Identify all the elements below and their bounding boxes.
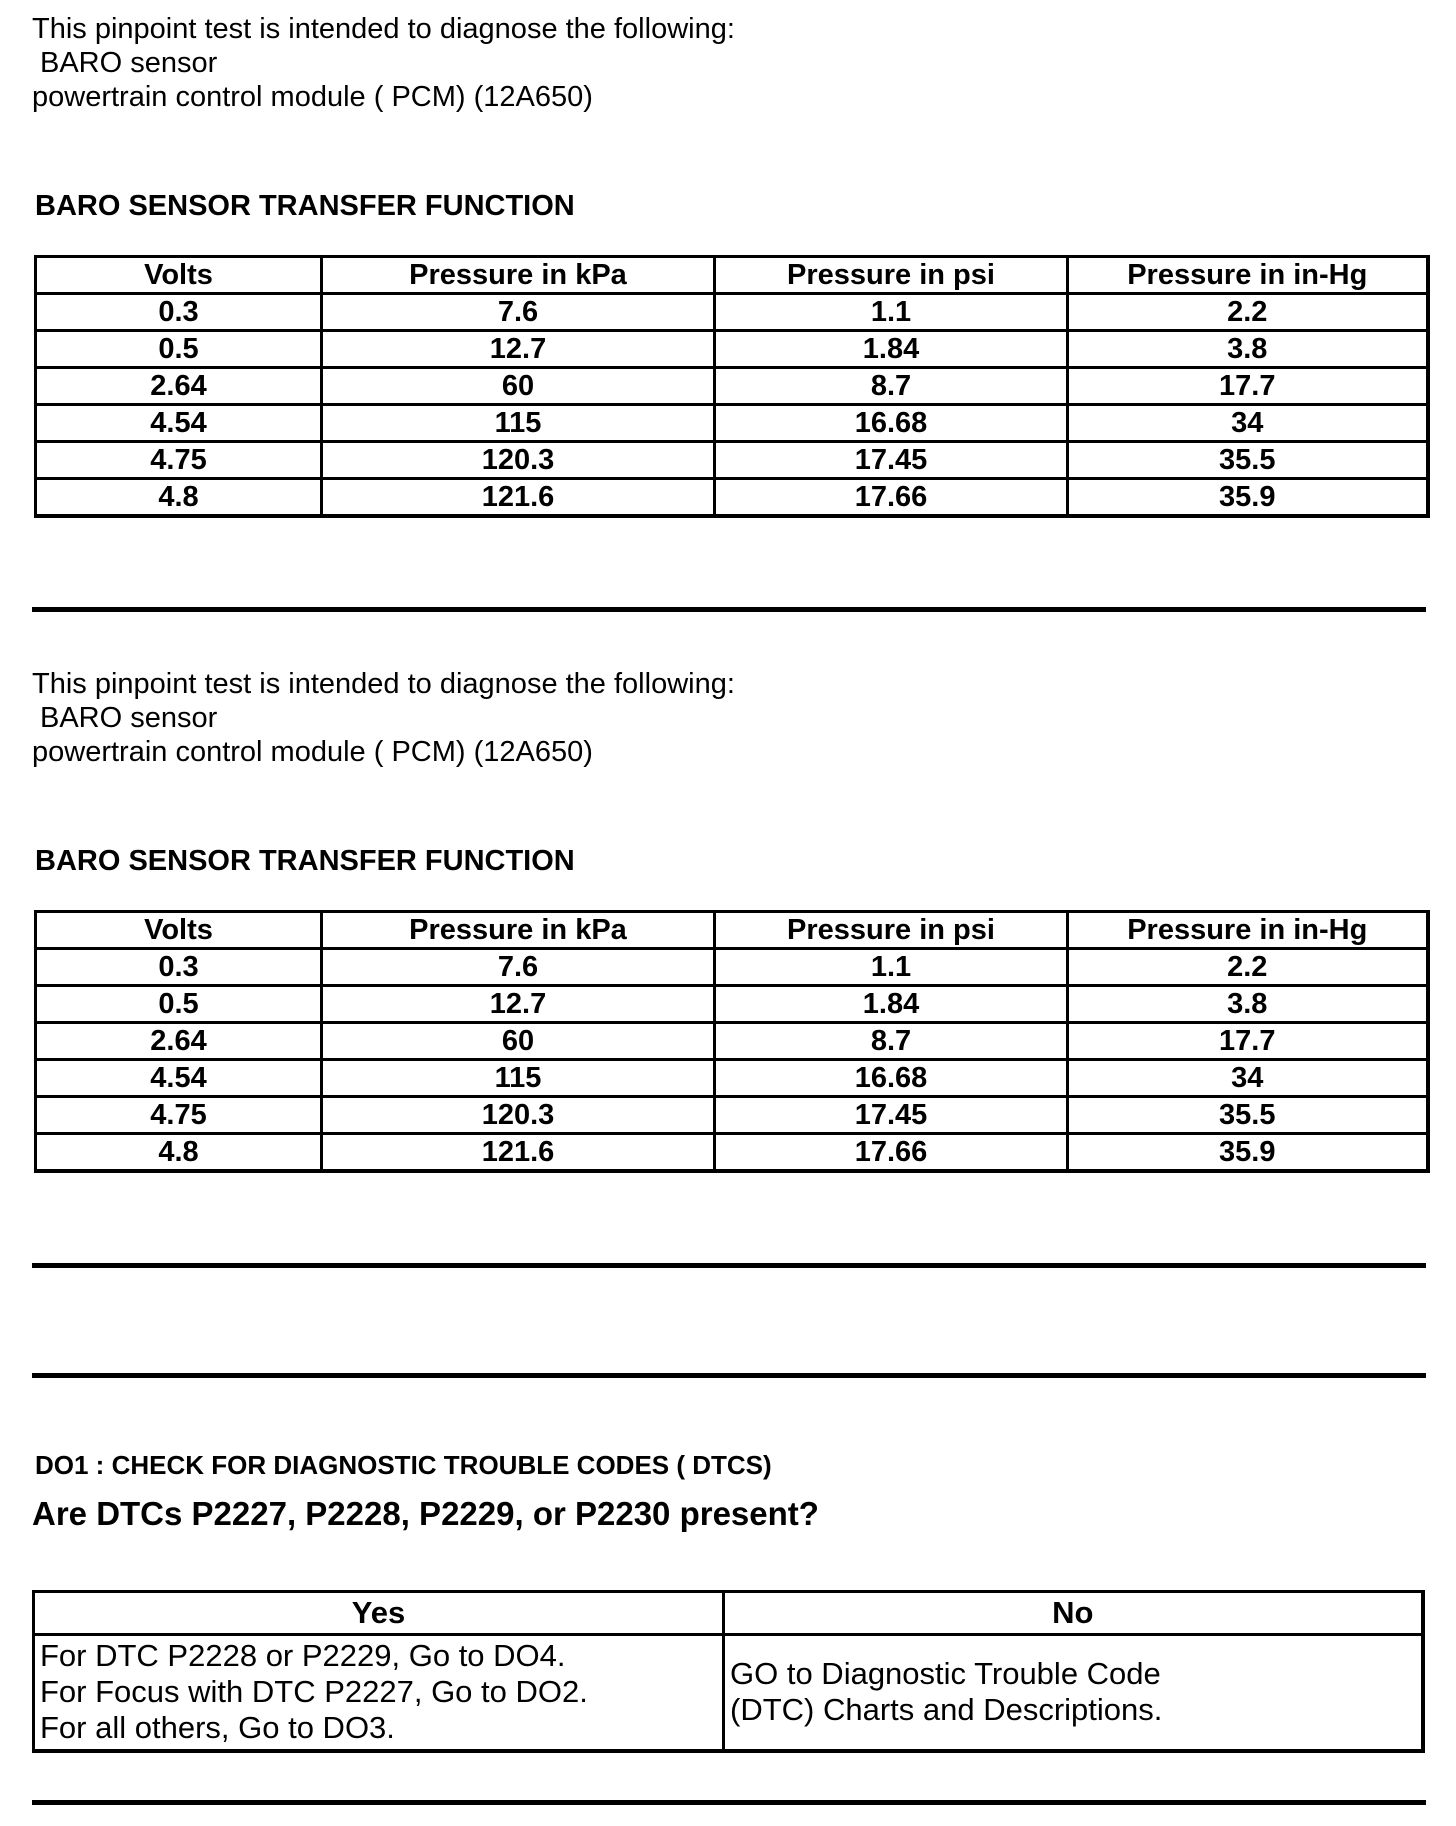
table-cell: 35.5 bbox=[1068, 442, 1428, 479]
table-cell: 0.5 bbox=[36, 331, 322, 368]
intro-line: powertrain control module ( PCM) (12A650) bbox=[32, 81, 593, 113]
divider-rule bbox=[32, 1800, 1426, 1805]
table-header-row bbox=[34, 1592, 1423, 1635]
column-header: Volts bbox=[36, 912, 322, 949]
intro-line: This pinpoint test is intended to diagnose the following: bbox=[32, 668, 735, 700]
table-cell: 35.5 bbox=[1068, 1097, 1428, 1134]
table-title-1: BARO SENSOR TRANSFER FUNCTION bbox=[35, 190, 575, 222]
table-cell: 17.45 bbox=[715, 1097, 1068, 1134]
table-cell: 1.1 bbox=[715, 949, 1068, 986]
table-cell: 2.64 bbox=[36, 368, 322, 405]
table-header-row bbox=[36, 257, 1428, 294]
yes-line: For all others, Go to DO3. bbox=[40, 1710, 395, 1746]
baro-table-1 bbox=[34, 255, 1430, 518]
table-cell: 34 bbox=[1068, 1060, 1428, 1097]
step-title: DO1 : CHECK FOR DIAGNOSTIC TROUBLE CODES ( DTCS) bbox=[35, 1450, 772, 1480]
table-cell: 2.64 bbox=[36, 1023, 322, 1060]
no-header: No bbox=[724, 1592, 1423, 1635]
table-cell: 4.54 bbox=[36, 1060, 322, 1097]
table-cell: 17.7 bbox=[1068, 1023, 1428, 1060]
table-cell: 4.8 bbox=[36, 1134, 322, 1172]
yes-header: Yes bbox=[34, 1592, 724, 1635]
table-cell: 0.3 bbox=[36, 949, 322, 986]
table-cell: 17.7 bbox=[1068, 368, 1428, 405]
column-header: Pressure in in-Hg bbox=[1068, 257, 1428, 294]
column-header: Volts bbox=[36, 257, 322, 294]
table-cell: 4.8 bbox=[36, 479, 322, 517]
divider-rule bbox=[32, 1373, 1426, 1378]
intro-line: BARO sensor bbox=[40, 702, 218, 734]
intro-line: This pinpoint test is intended to diagnose the following: bbox=[32, 13, 735, 45]
table-cell: 12.7 bbox=[322, 331, 715, 368]
table-cell: 2.2 bbox=[1068, 294, 1428, 331]
intro-block-1 bbox=[32, 12, 735, 114]
column-header: Pressure in psi bbox=[715, 912, 1068, 949]
yes-no-table bbox=[32, 1590, 1425, 1753]
table-cell: 8.7 bbox=[715, 368, 1068, 405]
table-row bbox=[36, 1097, 1428, 1134]
table-cell: 120.3 bbox=[322, 1097, 715, 1134]
table-cell: 60 bbox=[322, 368, 715, 405]
table-row bbox=[36, 949, 1428, 986]
table-cell: 35.9 bbox=[1068, 1134, 1428, 1172]
table-cell: 115 bbox=[322, 405, 715, 442]
table-cell: 1.84 bbox=[715, 986, 1068, 1023]
table-cell: 121.6 bbox=[322, 1134, 715, 1172]
table-cell: 12.7 bbox=[322, 986, 715, 1023]
table-cell: 120.3 bbox=[322, 442, 715, 479]
intro-line: powertrain control module ( PCM) (12A650) bbox=[32, 736, 593, 768]
no-line: GO to Diagnostic Trouble Code bbox=[730, 1656, 1161, 1692]
baro-table-2 bbox=[34, 910, 1430, 1173]
table-cell: 0.3 bbox=[36, 294, 322, 331]
table-cell: 34 bbox=[1068, 405, 1428, 442]
yes-cell bbox=[34, 1635, 724, 1751]
step-question: Are DTCs P2227, P2228, P2229, or P2230 present? bbox=[32, 1495, 819, 1532]
table-row bbox=[36, 331, 1428, 368]
table-cell: 7.6 bbox=[322, 294, 715, 331]
table-cell: 3.8 bbox=[1068, 986, 1428, 1023]
table-cell: 17.45 bbox=[715, 442, 1068, 479]
table-cell: 8.7 bbox=[715, 1023, 1068, 1060]
table-cell: 16.68 bbox=[715, 405, 1068, 442]
table-cell: 2.2 bbox=[1068, 949, 1428, 986]
intro-line: BARO sensor bbox=[40, 47, 218, 79]
table-cell: 1.84 bbox=[715, 331, 1068, 368]
table-cell: 17.66 bbox=[715, 479, 1068, 517]
table-row bbox=[36, 1023, 1428, 1060]
table-cell: 4.75 bbox=[36, 442, 322, 479]
table-cell: 1.1 bbox=[715, 294, 1068, 331]
table-cell: 3.8 bbox=[1068, 331, 1428, 368]
table-cell: 4.54 bbox=[36, 405, 322, 442]
table-cell: 4.75 bbox=[36, 1097, 322, 1134]
table-row bbox=[36, 405, 1428, 442]
table-row bbox=[36, 479, 1428, 517]
column-header: Pressure in kPa bbox=[322, 257, 715, 294]
table-cell: 17.66 bbox=[715, 1134, 1068, 1172]
table-row bbox=[36, 294, 1428, 331]
divider-rule bbox=[32, 1263, 1426, 1268]
table-cell: 7.6 bbox=[322, 949, 715, 986]
table-cell: 115 bbox=[322, 1060, 715, 1097]
no-cell bbox=[724, 1635, 1423, 1751]
table-row bbox=[34, 1635, 1423, 1751]
table-cell: 121.6 bbox=[322, 479, 715, 517]
yes-line: For Focus with DTC P2227, Go to DO2. bbox=[40, 1674, 588, 1710]
table-row bbox=[36, 442, 1428, 479]
table-header-row bbox=[36, 912, 1428, 949]
table-cell: 35.9 bbox=[1068, 479, 1428, 517]
table-row bbox=[36, 1134, 1428, 1172]
table-title-2: BARO SENSOR TRANSFER FUNCTION bbox=[35, 845, 575, 877]
table-row bbox=[36, 368, 1428, 405]
table-cell: 60 bbox=[322, 1023, 715, 1060]
table-cell: 16.68 bbox=[715, 1060, 1068, 1097]
column-header: Pressure in psi bbox=[715, 257, 1068, 294]
intro-block-2 bbox=[32, 667, 735, 769]
table-cell: 0.5 bbox=[36, 986, 322, 1023]
table-row bbox=[36, 986, 1428, 1023]
column-header: Pressure in kPa bbox=[322, 912, 715, 949]
table-row bbox=[36, 1060, 1428, 1097]
divider-rule bbox=[32, 607, 1426, 612]
no-line: (DTC) Charts and Descriptions. bbox=[730, 1692, 1163, 1728]
yes-line: For DTC P2228 or P2229, Go to DO4. bbox=[40, 1638, 566, 1674]
column-header: Pressure in in-Hg bbox=[1068, 912, 1428, 949]
